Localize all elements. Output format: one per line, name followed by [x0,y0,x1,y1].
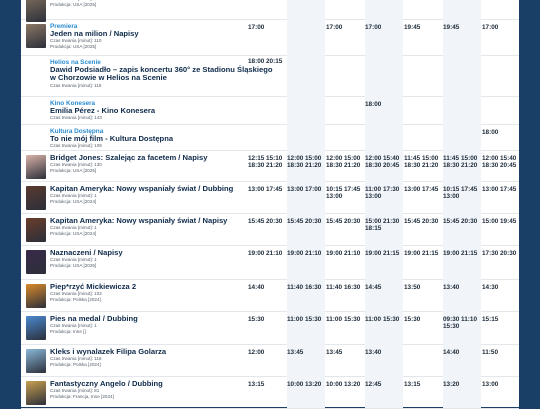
showtime[interactable]: 13:40 [443,284,460,291]
showtime[interactable]: 13:00 [326,193,343,200]
showtime[interactable]: 12:00 [287,155,304,162]
movie-meta: Produkcja: Polska [2024] [50,361,101,367]
showtime[interactable]: 20:30 [500,250,517,257]
showtime[interactable]: 11:45 [443,155,459,162]
movie-info [50,348,166,367]
showtime[interactable]: 12:45 [365,381,382,388]
showtime[interactable]: 15:40 [383,155,400,162]
movie-title[interactable]: Emilia Pérez - Kino Konesera [50,106,156,115]
showtime[interactable]: 21:20 [422,162,439,169]
showtime[interactable]: 16:30 [305,284,322,291]
showtime[interactable]: 17:45 [461,186,478,193]
movie-info [50,59,272,88]
movie-meta: Produkcja: Inne [] [50,328,86,334]
movie-info [50,23,139,49]
showtime[interactable]: 17:00 [248,24,265,31]
movie-info [50,217,227,236]
showtime[interactable]: 15:45 [404,218,421,225]
showtime[interactable]: 17:45 [422,186,439,193]
day-column-band [287,19,325,55]
showtime[interactable]: 20:15 [266,58,283,65]
showtime[interactable]: 13:00 [365,193,382,200]
showtime[interactable]: 15:30 [344,316,361,323]
showtime[interactable]: 15:45 [248,218,265,225]
showtime[interactable]: 21:10 [305,250,322,257]
movie-info [50,249,123,268]
movie-meta: Produkcja: USA [2025] [50,262,97,268]
movie-poster[interactable] [26,155,46,179]
showtime[interactable]: 19:00 [248,250,265,257]
movie-poster[interactable] [26,250,46,274]
movie-poster[interactable] [26,284,46,308]
showtime[interactable]: 21:20 [344,162,361,169]
showtime[interactable]: 15:45 [287,218,304,225]
movie-meta: Czas trwania [minut]: 1 [50,193,97,199]
showtime[interactable]: 15:15 [482,316,499,323]
showtime[interactable]: 18:00 [482,129,499,136]
day-column-band [443,55,481,96]
showtime[interactable]: 18:00 [365,101,382,108]
showtime[interactable]: 18:30 [404,162,421,169]
movie-title[interactable]: Jeden na milion / Napisy [50,29,139,38]
movie-row [21,311,519,345]
movie-title[interactable]: Fantastyczny Angelo / Dubbing [50,379,163,388]
showtime[interactable]: 20:30 [266,218,283,225]
showtime[interactable]: 18:30 [287,162,304,169]
showtime[interactable]: 18:00 [248,58,265,65]
showtime[interactable]: 11:00 [365,316,381,323]
showtime[interactable]: 13:40 [365,349,382,356]
movie-info [50,185,233,204]
showtime[interactable]: 19:00 [365,250,382,257]
showtime[interactable]: 15:00 [344,155,361,162]
showtime[interactable]: 19:00 [443,250,460,257]
showtime[interactable]: 18:30 [482,162,499,169]
movie-info [50,380,163,399]
showtime[interactable]: 13:15 [248,381,265,388]
movie-row [21,150,519,182]
showtime[interactable]: 20:30 [422,218,439,225]
showtime[interactable]: 10:15 [326,186,343,193]
movie-title[interactable]: To nie mój film - Kultura Dostępna [50,134,174,143]
movie-meta: Czas trwania [minut]: 1 [50,225,97,231]
movie-poster[interactable] [26,186,46,210]
showtime[interactable]: 14:45 [365,284,382,291]
showtime-columns [248,124,519,150]
showtime[interactable]: 13:00 [482,186,499,193]
showtime[interactable]: 17:00 [326,24,343,31]
day-column-band [443,96,481,124]
showtime[interactable]: 20:30 [344,218,361,225]
movie-row [21,181,519,214]
showtime[interactable]: 17:45 [500,186,517,193]
movie-title[interactable]: Pies na medal / Dubbing [50,314,138,323]
showtime[interactable]: 13:20 [443,381,460,388]
showtime[interactable]: 21:15 [461,250,478,257]
showtime[interactable]: 17:00 [482,24,499,31]
movie-category-tag: Kino Konesera [50,100,96,107]
showtime[interactable]: 13:45 [326,349,343,356]
showtime[interactable]: 18:30 [365,162,382,169]
showtime[interactable]: 15:30 [404,316,421,323]
day-column-band [287,0,325,19]
showtime[interactable]: 21:30 [383,218,400,225]
showtime[interactable]: 17:00 [365,24,382,31]
showtime[interactable]: 10:00 [326,381,343,388]
showtime[interactable]: 15:10 [266,155,283,162]
movie-row [21,213,519,246]
showtime[interactable]: 13:00 [443,193,460,200]
movie-row [21,279,519,312]
showtime[interactable]: 17:45 [266,186,283,193]
showtime[interactable]: 12:00 [365,155,382,162]
movie-title[interactable]: Kapitan Ameryka: Nowy wspaniały świat / Napisy [50,216,228,225]
movie-row [21,19,519,56]
showtime-columns [248,96,519,124]
movie-meta: Produkcja: USA [2024] [50,198,97,204]
movie-row [21,245,519,280]
showtime[interactable]: 19:00 [326,250,343,257]
movie-poster[interactable] [26,218,46,242]
day-column-band [365,124,403,150]
schedule-sheet [21,0,519,407]
showtime[interactable]: 21:20 [461,162,478,169]
showtime[interactable]: 17:45 [344,186,361,193]
showtime[interactable]: 17:30 [482,250,499,257]
movie-row [21,0,519,20]
day-column-band [443,0,481,19]
showtime[interactable]: 11:40 [326,284,342,291]
showtime[interactable]: 11:00 [287,316,303,323]
showtime[interactable]: 20:30 [461,218,478,225]
showtime[interactable]: 15:30 [443,323,460,330]
movie-category-tag: Kultura Dostępna [50,128,104,135]
showtime[interactable]: 15:45 [443,218,460,225]
movie-poster[interactable] [26,24,46,48]
movie-info [50,0,145,7]
movie-row [21,344,519,377]
movie-title[interactable]: Kapitan Ameryka: Nowy wspaniały świat / Dubbing [50,184,234,193]
movie-title[interactable]: Dawid Podsiadło – zapis koncertu 360° ze Stadionu Śląskiego [50,65,273,74]
showtime[interactable]: 11:45 [404,155,420,162]
movie-meta: Produkcja: USA [2025] [50,1,97,7]
showtime[interactable]: 20:45 [383,162,400,169]
showtime[interactable]: 15:00 [482,218,499,225]
movie-info [50,154,207,173]
showtime-columns [248,19,519,55]
showtime[interactable]: 15:45 [326,218,343,225]
showtime[interactable]: 15:30 [383,316,400,323]
showtime[interactable]: 12:00 [482,155,499,162]
showtime[interactable]: 15:00 [422,155,439,162]
showtime[interactable]: 19:00 [287,250,304,257]
day-column-band [365,55,403,96]
showtime[interactable]: 09:30 [443,316,460,323]
showtime[interactable]: 14:40 [248,284,265,291]
showtime[interactable]: 11:40 [287,284,303,291]
showtime[interactable]: 13:00 [248,186,265,193]
movie-meta: Czas trwania [minut]: 1 [50,323,97,329]
movie-row [21,55,519,97]
showtime[interactable]: 20:30 [305,218,322,225]
movie-meta: Produkcja: USA [2025] [50,167,97,173]
movie-row [21,96,519,125]
showtime[interactable]: 13:45 [287,349,304,356]
movie-meta: Czas trwania [minut]: 102 [50,291,102,297]
showtime[interactable]: 10:00 [287,381,304,388]
showtime[interactable]: 11:10 [461,316,477,323]
showtime-columns [248,55,519,96]
movie-title[interactable]: Kleks i wynalazek Filipa Golarza [50,347,167,356]
movie-poster[interactable] [26,349,46,373]
movie-title[interactable]: Piep*rzyć Mickiewicza 2 [50,282,137,291]
showtime[interactable]: 11:50 [482,349,498,356]
showtime[interactable]: 15:00 [365,218,382,225]
showtime[interactable]: 21:10 [344,250,361,257]
showtime[interactable]: 13:20 [305,381,322,388]
day-column-band [287,96,325,124]
movie-info [50,283,136,302]
showtime[interactable]: 19:45 [500,218,517,225]
movie-meta: Czas trwania [minut]: 109 [50,143,102,149]
showtime[interactable]: 14:40 [443,349,460,356]
showtime[interactable]: 21:20 [305,162,322,169]
showtime[interactable]: 13:00 [404,186,421,193]
showtime[interactable]: 13:20 [344,381,361,388]
showtime[interactable]: 11:00 [365,186,381,193]
movie-poster[interactable] [26,381,46,405]
movie-info [50,100,155,121]
showtime[interactable]: 13:50 [404,284,421,291]
showtime[interactable]: 12:00 [248,349,265,356]
movie-meta: Czas trwania [minut]: 115 [50,82,102,88]
showtime[interactable]: 21:10 [266,250,283,257]
movie-title[interactable]: Naznaczeni / Napisy [50,248,123,257]
showtime[interactable]: 18:30 [326,162,343,169]
showtime[interactable]: 18:30 [443,162,460,169]
showtime[interactable]: 17:30 [383,186,400,193]
showtime[interactable]: 12:15 [248,155,265,162]
movie-meta: Czas trwania [minut]: 130 [50,162,102,168]
movie-meta: Produkcja: USA [2025] [50,43,97,49]
movie-meta: Produkcja: Francja, Inne [2024] [50,393,114,399]
showtime[interactable]: 16:30 [344,284,361,291]
showtime[interactable]: 20:45 [500,162,517,169]
showtime-columns [248,0,519,19]
movie-meta: Produkcja: USA [2024] [50,230,97,236]
day-column-band [365,0,403,19]
movie-meta: Czas trwania [minut]: 110 [50,38,102,44]
showtime[interactable]: 18:30 [248,162,265,169]
movie-category-tag: Premiera [50,23,78,30]
day-column-band [287,55,325,96]
movie-title[interactable]: Bridget Jones: Szalejąc za facetem / Napisy [50,153,208,162]
showtime[interactable]: 18:15 [365,225,382,232]
showtime[interactable]: 15:30 [305,316,322,323]
movie-title-line2[interactable]: w Chorzowie w Helios na Scenie [50,73,167,83]
showtime[interactable]: 15:00 [461,155,478,162]
movie-category-tag: Helios na Scenie [50,59,101,66]
showtime[interactable]: 21:15 [422,250,439,257]
day-column-band [443,124,481,150]
movie-meta: Czas trwania [minut]: 143 [50,115,102,121]
movie-row [21,376,519,409]
showtime[interactable]: 10:15 [443,186,460,193]
movie-info [50,315,138,334]
showtime[interactable]: 13:00 [482,381,499,388]
day-column-band [287,124,325,150]
showtime[interactable]: 12:00 [326,155,343,162]
showtime[interactable]: 17:00 [305,186,322,193]
showtime[interactable]: 11:00 [326,316,342,323]
movie-meta: Czas trwania [minut]: 116 [50,356,102,362]
movie-info [50,128,173,149]
showtime[interactable]: 15:30 [248,316,265,323]
showtime[interactable]: 21:20 [266,162,283,169]
showtime[interactable]: 14:30 [482,284,499,291]
movie-meta: Czas trwania [minut]: 81 [50,388,100,394]
showtime[interactable]: 13:00 [287,186,304,193]
showtime[interactable]: 21:15 [383,250,400,257]
movie-poster[interactable] [26,316,46,340]
showtime[interactable]: 15:40 [500,155,517,162]
showtime[interactable]: 13:15 [404,381,421,388]
showtime[interactable]: 19:00 [404,250,421,257]
movie-meta: Produkcja: Polska [2024] [50,296,101,302]
movie-meta: Czas trwania [minut]: 1 [50,257,97,263]
showtime[interactable]: 15:00 [305,155,322,162]
showtime[interactable]: 19:45 [443,24,460,31]
movie-row [21,124,519,151]
showtime[interactable]: 19:45 [404,24,421,31]
